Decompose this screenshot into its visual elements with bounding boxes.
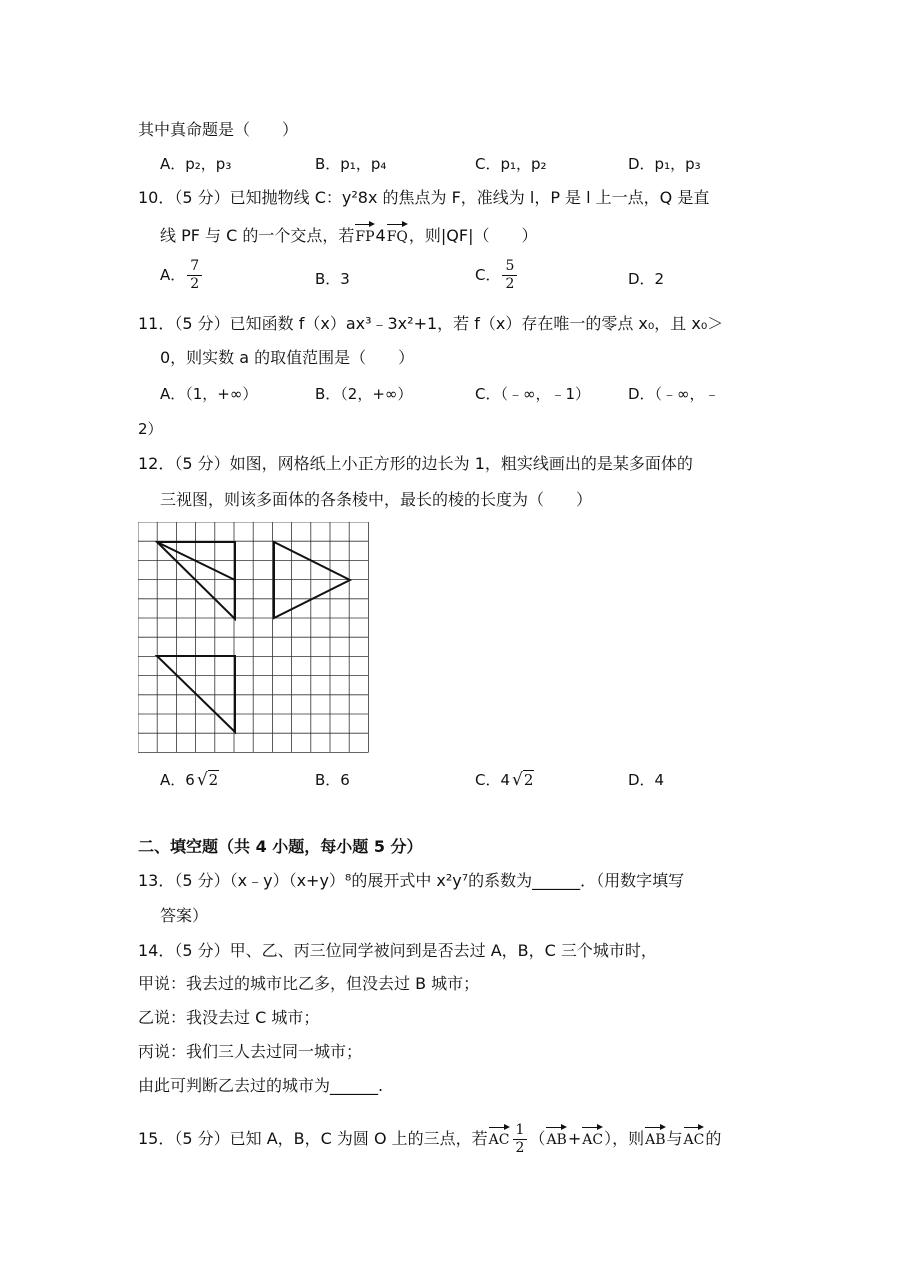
q14-line1: 14．（5 分）甲、乙、丙三位同学被问到是否去过 A，B，C 三个城市时， bbox=[138, 941, 657, 960]
q12-option-d: D．4 bbox=[628, 771, 665, 789]
q11-line2: 0，则实数 a 的取值范围是（ ） bbox=[160, 348, 415, 367]
q10-option-a-label: A． bbox=[160, 266, 186, 284]
radicand: 2 bbox=[523, 771, 534, 789]
fraction bbox=[187, 258, 202, 293]
q13-line2: 答案） bbox=[160, 906, 209, 925]
radical-sign: √ bbox=[196, 770, 208, 790]
q15-and: 与 bbox=[666, 1129, 683, 1148]
q15-right-paren: ），则 bbox=[604, 1129, 645, 1148]
q13-line1: 13．（5 分）（x﹣y）（x+y）⁸的展开式中 x²y⁷的系数为______．（用数字填写 bbox=[138, 871, 685, 890]
q10-line1: 10．（5 分）已知抛物线 C：y²8x 的焦点为 F，准线为 l，P 是 l 上一点，Q 是直 bbox=[138, 188, 710, 207]
q14-line4: 丙说：我们三人去过同一城市； bbox=[138, 1042, 363, 1061]
vector-ab: AB bbox=[645, 1125, 665, 1151]
q10-option-c-label: C． bbox=[475, 266, 501, 284]
square-root bbox=[512, 769, 534, 791]
radicand: 2 bbox=[208, 771, 219, 789]
side-view-outline bbox=[274, 542, 350, 618]
q12-option-c bbox=[475, 769, 534, 791]
fraction-denominator: 2 bbox=[515, 1140, 525, 1156]
q11-line1: 11．（5 分）已知函数 f（x）ax³﹣3x²+1，若 f（x）存在唯一的零点 x₀，且 x₀＞ bbox=[138, 314, 724, 333]
fraction-numerator: 5 bbox=[502, 258, 517, 276]
q12-option-b: B．6 bbox=[315, 771, 350, 789]
q15-line1 bbox=[138, 1122, 721, 1157]
q10-option-c bbox=[475, 258, 519, 293]
q14-line5: 由此可判断乙去过的城市为______. bbox=[138, 1076, 384, 1095]
top-view-outline bbox=[157, 656, 235, 732]
three-view-figure bbox=[138, 522, 374, 754]
fraction bbox=[502, 258, 517, 293]
q9-option-a: A．p₂，p₃ bbox=[160, 155, 232, 173]
q11-option-a: A．（1，+∞） bbox=[160, 385, 258, 403]
radical-sign: √ bbox=[512, 770, 523, 790]
vector-fq: FQ bbox=[387, 222, 408, 248]
q10-option-b: B．3 bbox=[315, 270, 350, 288]
q15-plus: + bbox=[567, 1129, 582, 1148]
q15-text-a: 15．（5 分）已知 A，B，C 为圆 O 上的三点，若 bbox=[138, 1129, 488, 1148]
q11-option-c: C．（﹣∞，﹣1） bbox=[475, 385, 591, 403]
fraction-numerator: 1 bbox=[513, 1122, 528, 1140]
fraction-numerator: 7 bbox=[187, 258, 202, 276]
vector-fp: FP bbox=[355, 222, 374, 248]
q15-left-paren: （ bbox=[529, 1129, 546, 1148]
q11-option-d: D．（﹣∞，﹣ bbox=[628, 385, 720, 403]
q12-option-a bbox=[160, 769, 219, 791]
q10-line2-a: 线 PF 与 C 的一个交点，若 bbox=[160, 226, 355, 245]
vector-ac: AC bbox=[684, 1125, 705, 1151]
q10-line2 bbox=[160, 222, 538, 248]
q15-tail: 的 bbox=[705, 1129, 722, 1148]
fraction bbox=[513, 1122, 528, 1157]
q12-option-a-label: A．6 bbox=[160, 771, 195, 789]
q12-line1: 12．（5 分）如图，网格纸上小正方形的边长为 1，粗实线画出的是某多面体的 bbox=[138, 454, 693, 473]
fraction-denominator: 2 bbox=[190, 276, 200, 292]
q11-option-d-wrap: 2） bbox=[138, 420, 163, 438]
vector-ac: AC bbox=[489, 1125, 510, 1151]
q11-option-b: B．（2，+∞） bbox=[315, 385, 413, 403]
vector-ac: AC bbox=[582, 1125, 603, 1151]
q10-option-a bbox=[160, 258, 204, 293]
front-view-outline bbox=[157, 542, 235, 619]
q12-option-c-label: C．4 bbox=[475, 771, 511, 789]
vector-ab: AB bbox=[546, 1125, 566, 1151]
q9-stem-tail: 其中真命题是（ ） bbox=[138, 120, 299, 139]
q14-line2: 甲说：我去过的城市比乙多，但没去过 B 城市； bbox=[138, 974, 480, 993]
q10-coef: 4 bbox=[375, 226, 386, 245]
front-view-edge bbox=[157, 542, 235, 580]
q10-line2-b: ，则|QF|（ ） bbox=[408, 226, 538, 245]
q9-option-b: B．p₁，p₄ bbox=[315, 155, 387, 173]
square-root bbox=[197, 769, 219, 791]
q9-option-c: C．p₁，p₂ bbox=[475, 155, 547, 173]
q14-line3: 乙说：我没去过 C 城市； bbox=[138, 1008, 320, 1027]
q9-option-d: D．p₁，p₃ bbox=[628, 155, 701, 173]
q12-line2: 三视图，则该多面体的各条棱中，最长的棱的长度为（ ） bbox=[160, 490, 593, 509]
q10-option-d: D．2 bbox=[628, 270, 665, 288]
fraction-denominator: 2 bbox=[505, 276, 515, 292]
section-heading: 二、填空题（共 4 小题，每小题 5 分） bbox=[138, 837, 423, 856]
